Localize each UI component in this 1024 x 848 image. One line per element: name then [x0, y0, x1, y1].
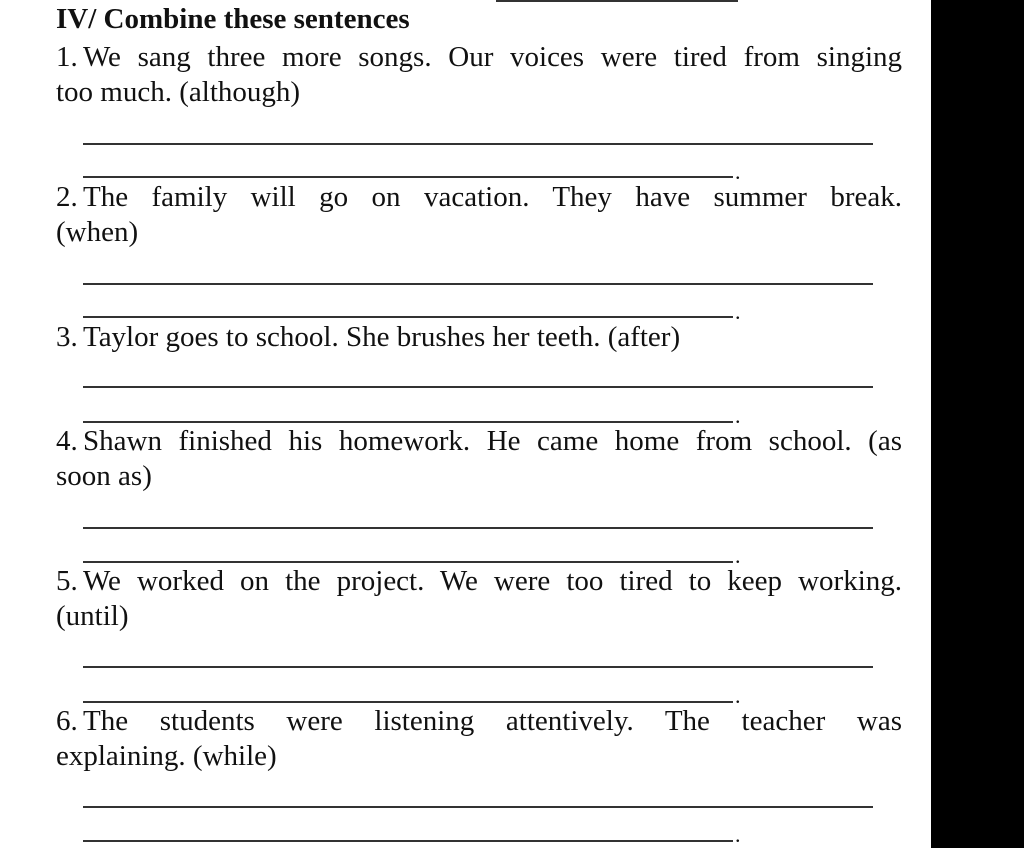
- end-mark: .: [735, 683, 741, 708]
- question-4: [56, 424, 902, 494]
- question-text-line-1: The students were listening attentively. The teacher was: [83, 705, 902, 737]
- top-rule: [496, 0, 738, 2]
- answer-line[interactable]: [83, 386, 873, 388]
- answer-line-end[interactable]: [83, 316, 733, 318]
- question-text-line-2: (when): [56, 216, 139, 248]
- question-text-line-1: Taylor goes to school. She brushes her teeth. (after): [83, 321, 681, 353]
- answer-line-end[interactable]: [83, 176, 733, 178]
- answer-line-end[interactable]: [83, 701, 733, 703]
- end-mark: .: [735, 543, 741, 568]
- question-number: 5.: [56, 565, 78, 597]
- answer-line-end[interactable]: [83, 421, 733, 423]
- question-text-line-2: (until): [56, 600, 129, 632]
- answer-line[interactable]: [83, 283, 873, 285]
- question-2: [56, 180, 902, 250]
- question-1: [56, 40, 902, 110]
- question-text-line-2: explaining. (while): [56, 740, 277, 772]
- answer-line-end[interactable]: [83, 561, 733, 563]
- right-black-bar: [931, 0, 1024, 848]
- section-heading: IV/ Combine these sentences: [56, 3, 410, 35]
- question-number: 2.: [56, 181, 78, 213]
- question-number: 3.: [56, 321, 78, 353]
- question-3: [56, 320, 902, 355]
- end-mark: .: [735, 159, 741, 184]
- answer-line[interactable]: [83, 143, 873, 145]
- answer-line-end[interactable]: [83, 840, 733, 842]
- answer-line[interactable]: [83, 806, 873, 808]
- question-number: 1.: [56, 41, 78, 73]
- end-mark: .: [735, 822, 741, 847]
- question-6: [56, 704, 902, 774]
- question-number: 4.: [56, 425, 78, 457]
- question-text-line-2: soon as): [56, 460, 152, 492]
- end-mark: .: [735, 403, 741, 428]
- question-text-line-1: We worked on the project. We were too tired to keep working.: [83, 565, 902, 597]
- answer-line[interactable]: [83, 527, 873, 529]
- question-5: [56, 564, 902, 634]
- question-text-line-1: We sang three more songs. Our voices were tired from singing: [83, 41, 902, 73]
- question-number: 6.: [56, 705, 78, 737]
- answer-line[interactable]: [83, 666, 873, 668]
- question-text-line-1: The family will go on vacation. They have summer break.: [83, 181, 902, 213]
- end-mark: .: [735, 299, 741, 324]
- question-text-line-1: Shawn finished his homework. He came home from school. (as: [83, 425, 902, 457]
- question-text-line-2: too much. (although): [56, 76, 301, 108]
